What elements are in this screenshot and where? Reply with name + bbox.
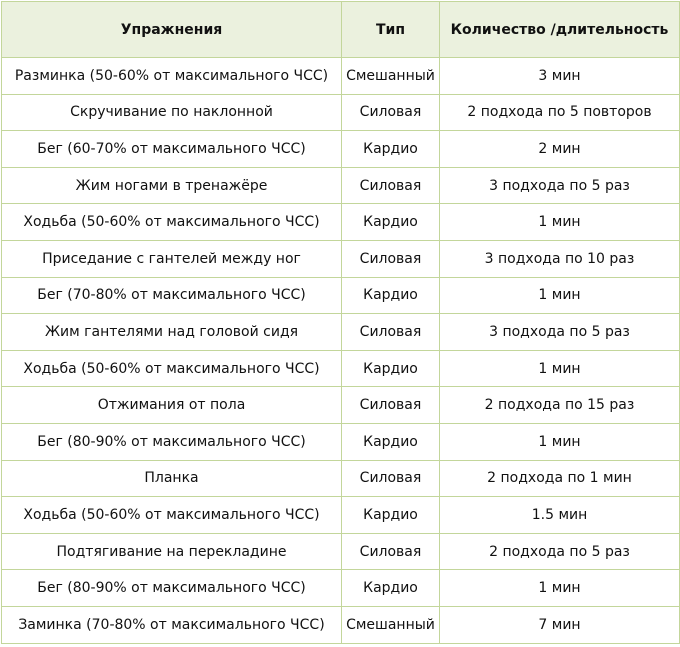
cell-exercise: Ходьба (50-60% от максимального ЧСС) [2, 350, 342, 387]
cell-amount: 2 подхода по 15 раз [440, 387, 680, 424]
header-type: Тип [342, 2, 440, 58]
cell-type: Силовая [342, 240, 440, 277]
cell-exercise: Бег (80-90% от максимального ЧСС) [2, 570, 342, 607]
cell-type: Кардио [342, 131, 440, 168]
cell-type: Смешанный [342, 58, 440, 95]
table-row [2, 314, 680, 351]
cell-exercise: Бег (60-70% от максимального ЧСС) [2, 131, 342, 168]
cell-type: Силовая [342, 460, 440, 497]
cell-exercise: Ходьба (50-60% от максимального ЧСС) [2, 497, 342, 534]
cell-exercise: Скручивание по наклонной [2, 94, 342, 131]
table-row [2, 460, 680, 497]
cell-amount: 3 мин [440, 58, 680, 95]
cell-exercise: Подтягивание на перекладине [2, 533, 342, 570]
cell-exercise: Разминка (50-60% от максимального ЧСС) [2, 58, 342, 95]
cell-type: Кардио [342, 204, 440, 241]
cell-type: Кардио [342, 423, 440, 460]
cell-amount: 1 мин [440, 350, 680, 387]
cell-exercise: Приседание с гантелей между ног [2, 240, 342, 277]
cell-exercise: Заминка (70-80% от максимального ЧСС) [2, 606, 342, 643]
cell-amount: 2 подхода по 1 мин [440, 460, 680, 497]
table-row [2, 570, 680, 607]
cell-amount: 2 подхода по 5 раз [440, 533, 680, 570]
cell-type: Кардио [342, 570, 440, 607]
cell-amount: 1 мин [440, 423, 680, 460]
cell-amount: 3 подхода по 5 раз [440, 314, 680, 351]
cell-exercise: Жим ногами в тренажёре [2, 167, 342, 204]
cell-type: Кардио [342, 277, 440, 314]
cell-type: Силовая [342, 94, 440, 131]
cell-exercise: Бег (70-80% от максимального ЧСС) [2, 277, 342, 314]
table-row [2, 167, 680, 204]
table-row [2, 240, 680, 277]
cell-type: Силовая [342, 314, 440, 351]
table-row [2, 94, 680, 131]
header-amount: Количество /длительность [440, 2, 680, 58]
table-row [2, 423, 680, 460]
table-row [2, 533, 680, 570]
cell-amount: 2 мин [440, 131, 680, 168]
table-row [2, 131, 680, 168]
cell-amount: 1 мин [440, 277, 680, 314]
table-row [2, 387, 680, 424]
cell-type: Кардио [342, 497, 440, 534]
header-exercise: Упражнения [2, 2, 342, 58]
cell-type: Силовая [342, 533, 440, 570]
cell-exercise: Ходьба (50-60% от максимального ЧСС) [2, 204, 342, 241]
cell-amount: 1 мин [440, 204, 680, 241]
cell-type: Смешанный [342, 606, 440, 643]
cell-amount: 7 мин [440, 606, 680, 643]
table-row [2, 606, 680, 643]
cell-exercise: Отжимания от пола [2, 387, 342, 424]
table-row [2, 204, 680, 241]
table-row [2, 58, 680, 95]
cell-type: Силовая [342, 167, 440, 204]
cell-exercise: Жим гантелями над головой сидя [2, 314, 342, 351]
table-row [2, 497, 680, 534]
cell-amount: 3 подхода по 5 раз [440, 167, 680, 204]
workout-table [1, 1, 680, 644]
cell-type: Кардио [342, 350, 440, 387]
cell-amount: 2 подхода по 5 повторов [440, 94, 680, 131]
cell-type: Силовая [342, 387, 440, 424]
table-row [2, 350, 680, 387]
cell-amount: 1.5 мин [440, 497, 680, 534]
cell-amount: 1 мин [440, 570, 680, 607]
cell-exercise: Бег (80-90% от максимального ЧСС) [2, 423, 342, 460]
cell-exercise: Планка [2, 460, 342, 497]
table-header-row [2, 2, 680, 58]
cell-amount: 3 подхода по 10 раз [440, 240, 680, 277]
table-row [2, 277, 680, 314]
